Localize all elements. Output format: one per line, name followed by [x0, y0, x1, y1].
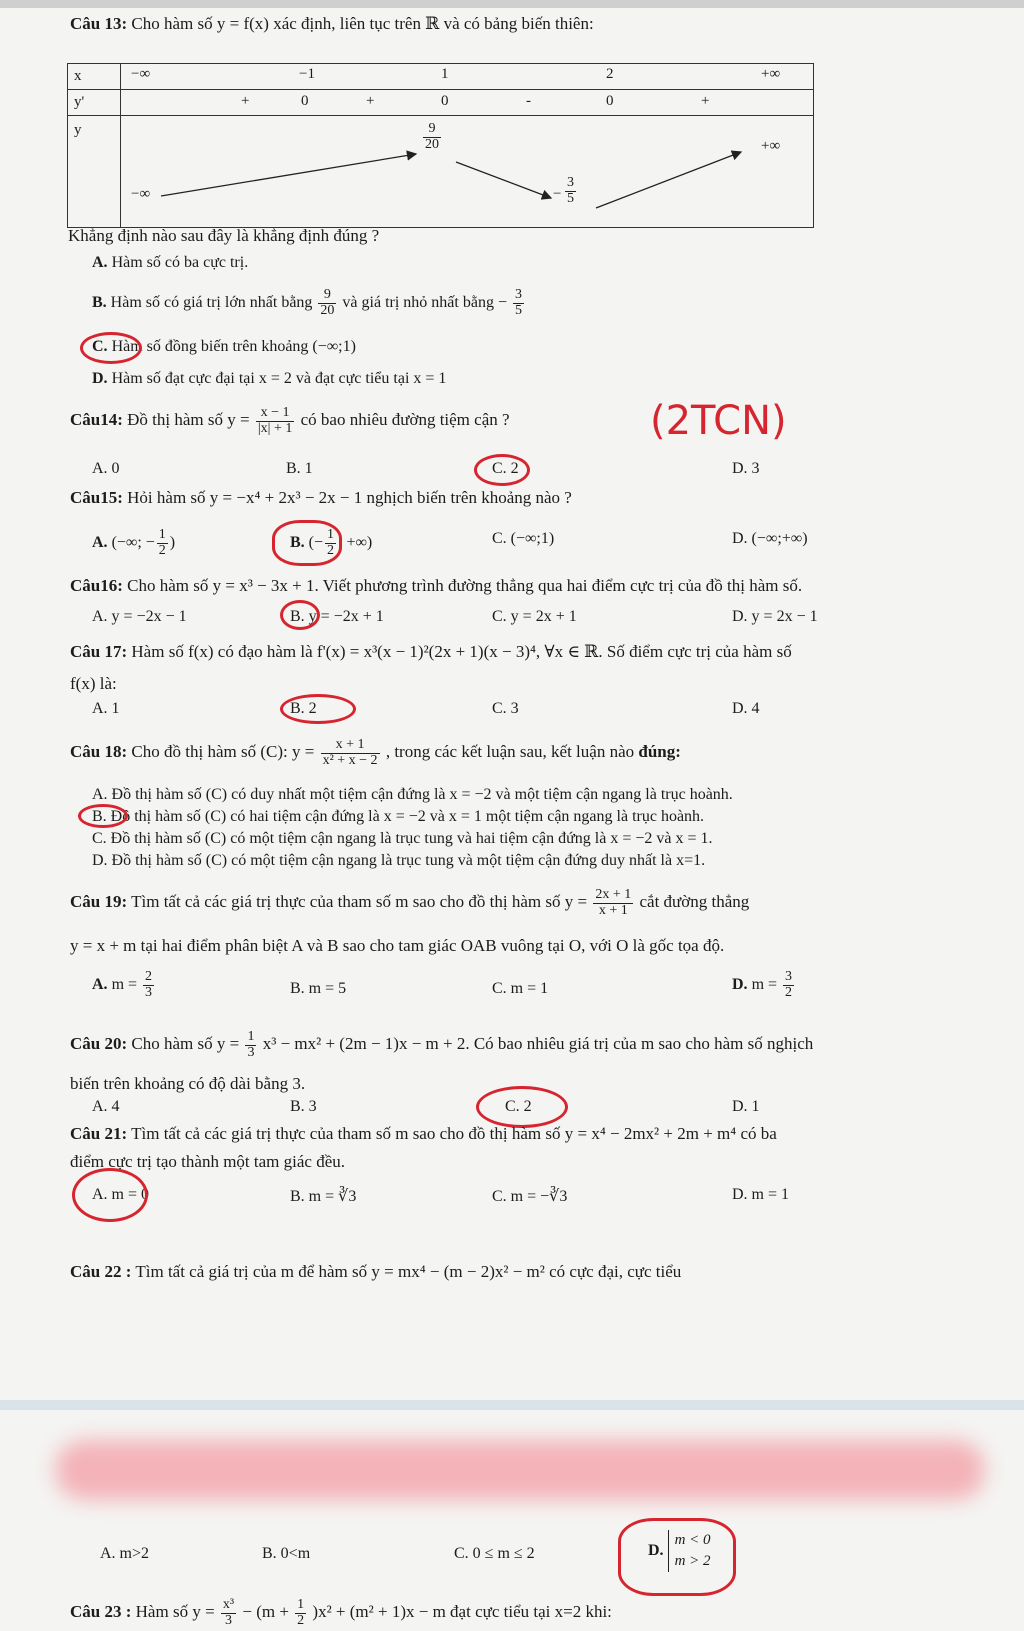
q14-option-b: B. 1	[286, 460, 313, 477]
denominator: 20	[320, 302, 335, 318]
x-minus-one: −1	[299, 66, 315, 82]
fraction	[245, 1030, 256, 1060]
q20-option-d: D. 1	[732, 1098, 760, 1115]
answer-circle	[280, 694, 356, 724]
option-text: (−∞; −	[111, 533, 155, 551]
zero: 0	[606, 93, 614, 109]
answer-circle	[618, 1518, 736, 1596]
question-text: Cho hàm số y =	[131, 1034, 240, 1054]
x-values	[121, 64, 814, 90]
handwritten-note: (2TCN)	[650, 398, 787, 444]
q21-option-b: B. m = ∛3	[290, 1188, 357, 1205]
fraction	[157, 528, 168, 558]
question-text: điểm cực trị tạo thành một tam giác đều.	[70, 1152, 345, 1171]
option-text: m =	[111, 975, 138, 993]
q20-option-c: C. 2	[505, 1098, 532, 1115]
y-min-sign: −	[553, 186, 562, 202]
x-one: 1	[441, 66, 449, 82]
denominator: 2	[158, 542, 166, 558]
question-14	[70, 406, 510, 436]
q19-option-d	[732, 970, 796, 1000]
option-label: B.	[92, 293, 107, 311]
numerator: 1	[247, 1029, 255, 1044]
numerator: x³	[222, 1597, 235, 1612]
numerator: 3	[567, 175, 574, 190]
denominator: |x| + 1	[257, 420, 293, 436]
question-label: Câu14:	[70, 410, 123, 430]
question-label: Câu 17:	[70, 642, 128, 661]
fraction	[221, 1598, 236, 1628]
numerator: 1	[158, 527, 166, 542]
option-label: D.	[732, 975, 748, 993]
question-label: Câu15:	[70, 488, 123, 507]
option-label: D.	[648, 1542, 664, 1559]
zero: 0	[301, 93, 309, 109]
zero: 0	[441, 93, 449, 109]
option-label: A.	[92, 254, 108, 271]
question-text: cắt đường thẳng	[639, 892, 750, 912]
q17-option-c: C. 3	[492, 700, 519, 717]
fraction	[321, 738, 380, 768]
denominator: 5	[567, 190, 574, 206]
q17-option-b: B. 2	[290, 700, 317, 717]
q20-option-b: B. 3	[290, 1098, 317, 1115]
redacted-area	[55, 1440, 985, 1500]
answer-circle	[474, 454, 530, 486]
q13-option-d	[92, 370, 446, 388]
numerator: x + 1	[321, 738, 380, 754]
question-text: có bao nhiêu đường tiệm cận ?	[300, 410, 510, 430]
screenshot-seam	[0, 1400, 1024, 1410]
sign: +	[241, 93, 250, 109]
y-max-fraction	[423, 122, 441, 152]
option-text: (−	[308, 533, 324, 551]
question-13	[70, 14, 594, 34]
answer-circle	[72, 1168, 148, 1222]
q14-option-a: A. 0	[92, 460, 120, 477]
question-text: Hàm số f(x) có đạo hàm là f'(x) = x³(x − 1)²(2x + 1)(x − 3)⁴, ∀x ∈ ℝ. Số điểm cực trị của hàm số	[131, 642, 792, 661]
q13-prompt: Khẳng định nào sau đây là khẳng định đúng ?	[68, 226, 380, 245]
q21-option-a: A. m = 0	[92, 1186, 150, 1203]
question-text: Tìm tất cả các giá trị thực của tham số m sao cho đồ thị hàm số y = x⁴ − 2mx² + 2m + m⁴ có ba	[131, 1124, 777, 1143]
question-text: Hàm số y =	[135, 1602, 215, 1622]
fraction	[295, 1598, 306, 1628]
case-line: m < 0	[674, 1532, 711, 1548]
question-text: Cho hàm số y = f(x) xác định, liên tục trên ℝ và có bảng biến thiên:	[131, 14, 594, 33]
numerator: 3	[785, 969, 793, 984]
question-text: f(x) là:	[70, 674, 117, 693]
sign: +	[366, 93, 375, 109]
question-23	[70, 1598, 612, 1628]
question-text: x³ − mx² + (2m − 1)x − m + 2. Có bao nhiêu giá trị của m sao cho hàm số nghịch	[262, 1034, 814, 1054]
q22-option-a: A. m>2	[100, 1545, 150, 1562]
question-label: Câu16:	[70, 576, 123, 595]
question-22	[70, 1262, 681, 1282]
question-text: Cho hàm số y = x³ − 3x + 1. Viết phương trình đường thẳng qua hai điểm cực trị của đồ thị hàm số.	[127, 576, 803, 595]
option-text: Hàm số đạt cực đại tại x = 2 và đạt cực tiểu tại x = 1	[111, 370, 447, 387]
option-label: A.	[92, 533, 108, 551]
option-text: Hàm số đồng biến trên khoảng (−∞;1)	[111, 338, 356, 355]
question-17	[70, 642, 792, 662]
option-text: Hàm số có giá trị lớn nhất bằng	[110, 293, 313, 311]
q13-option-b	[92, 288, 526, 318]
numerator: 3	[514, 287, 522, 302]
denominator: 2	[297, 1612, 305, 1628]
answer-circle	[476, 1086, 568, 1128]
question-text: biến trên khoảng có độ dài bằng 3.	[70, 1074, 306, 1093]
q18-option-a: A. Đồ thị hàm số (C) có duy nhất một tiệm cận đứng là x = −2 và một tiệm cận ngang là trục hoành.	[92, 786, 733, 803]
question-label: Câu 13:	[70, 14, 128, 33]
q18-option-b: B. Đồ thị hàm số (C) có hai tiệm cận đứng là x = −2 và x = 1 một tiệm cận ngang là trục hoành.	[92, 808, 705, 825]
q16-option-d: D. y = 2x − 1	[732, 608, 818, 625]
q19-option-a	[92, 970, 156, 1000]
question-text: , trong các kết luận sau, kết luận nào	[385, 742, 635, 762]
sign: -	[526, 93, 531, 109]
question-label: Câu 23 :	[70, 1602, 132, 1622]
question-18	[70, 738, 681, 768]
q16-option-c: C. y = 2x + 1	[492, 608, 577, 625]
variation-arrows	[121, 116, 821, 228]
option-label: C.	[92, 338, 108, 355]
answer-circle	[78, 804, 128, 828]
y-pos-inf: +∞	[761, 138, 781, 154]
question-label: Câu 22 :	[70, 1262, 132, 1281]
answer-circle	[80, 332, 142, 364]
q19-option-b: B. m = 5	[290, 980, 347, 997]
question-15	[70, 488, 572, 508]
q17-option-a: A. 1	[92, 700, 120, 717]
q21-option-c: C. m = −∛3	[492, 1188, 568, 1205]
option-label: B.	[290, 533, 305, 551]
q22-option-c: C. 0 ≤ m ≤ 2	[454, 1545, 535, 1562]
option-text: ; +∞)	[338, 533, 373, 551]
numerator: x − 1	[256, 406, 295, 422]
x-label: x	[68, 64, 121, 90]
question-text: )x² + (m² + 1)x − m đạt cực tiểu tại x=2 khi:	[312, 1602, 612, 1622]
q17-option-d: D. 4	[732, 700, 760, 717]
q15-option-c: C. (−∞;1)	[492, 530, 555, 547]
answer-circle	[280, 600, 320, 630]
numerator: 1	[297, 1597, 305, 1612]
denominator: 3	[145, 984, 153, 1000]
question-19	[70, 888, 749, 918]
q20-option-a: A. 4	[92, 1098, 120, 1115]
fraction	[783, 970, 794, 1000]
question-text: đúng:	[638, 742, 681, 762]
option-text: và giá trị nhỏ nhất bằng −	[342, 293, 507, 311]
question-label: Câu 18:	[70, 742, 128, 762]
numerator: 9	[423, 122, 441, 138]
option-text: )	[169, 533, 176, 551]
sign: +	[701, 93, 710, 109]
option-label: D.	[92, 370, 108, 387]
denominator: 20	[425, 136, 439, 152]
q19-option-c: C. m = 1	[492, 980, 549, 997]
question-text: Cho đồ thị hàm số (C): y =	[131, 742, 315, 762]
option-text: Hàm số có ba cực trị.	[111, 254, 249, 271]
question-text: Đồ thị hàm số y =	[127, 410, 250, 430]
option-text: m =	[751, 975, 778, 993]
q15-option-d: D. (−∞;+∞)	[732, 530, 808, 547]
question-16	[70, 576, 802, 596]
denominator: x + 1	[598, 902, 628, 918]
question-label: Câu 21:	[70, 1124, 128, 1143]
q18-option-d: D. Đồ thị hàm số (C) có một tiệm cận ngang là trục tung và một tiệm cận đứng duy nhất là x=1.	[92, 852, 706, 869]
q22-option-b: B. 0<m	[262, 1545, 311, 1562]
q15-option-a	[92, 528, 175, 558]
y-label: y	[68, 116, 121, 228]
y-values	[121, 116, 814, 228]
fraction	[256, 406, 295, 436]
question-text: Tìm tất cả giá trị của m để hàm số y = mx⁴ − (m − 2)x² − m² có cực đại, cực tiểu	[135, 1262, 682, 1281]
q16-option-b: B. y = −2x + 1	[290, 608, 384, 625]
top-edge	[0, 0, 1024, 8]
variation-table	[67, 63, 814, 228]
x-pos-inf: +∞	[761, 66, 781, 82]
q16-option-a: A. y = −2x − 1	[92, 608, 187, 625]
numerator: 2	[145, 969, 153, 984]
q14-option-d: D. 3	[732, 460, 760, 477]
denominator: 5	[514, 302, 522, 318]
question-text: y = x + m tại hai điểm phân biệt A và B sao cho tam giác OAB vuông tại O, với O là gốc tọa độ.	[70, 936, 725, 955]
y-min-fraction	[565, 176, 576, 206]
y-neg-inf: −∞	[131, 186, 151, 202]
yprime-label: y'	[68, 90, 121, 116]
question-text: Tìm tất cả các giá trị thực của tham số m sao cho đồ thị hàm số y =	[131, 892, 588, 912]
q13-option-a	[92, 254, 248, 272]
fraction	[318, 288, 336, 318]
question-text: − (m +	[242, 1602, 289, 1622]
q21-option-d: D. m = 1	[732, 1186, 790, 1203]
numerator: 1	[327, 527, 335, 542]
denominator: 2	[785, 984, 793, 1000]
denominator: 2	[327, 542, 335, 558]
denominator: 3	[225, 1612, 232, 1628]
x-two: 2	[606, 66, 614, 82]
fraction	[143, 970, 154, 1000]
x-neg-inf: −∞	[131, 66, 151, 82]
q18-option-c: C. Đồ thị hàm số (C) có một tiệm cận ngang là trục tung và hai tiệm cận đứng là x = −2 và x = 1.	[92, 830, 713, 847]
numerator: 2x + 1	[595, 887, 632, 902]
q14-option-c: C. 2	[492, 460, 519, 477]
answer-circle	[272, 520, 342, 566]
case-line: m > 2	[674, 1553, 711, 1569]
question-label: Câu 20:	[70, 1034, 128, 1054]
fraction	[593, 888, 633, 918]
question-21	[70, 1124, 777, 1144]
question-text: Hỏi hàm số y = −x⁴ + 2x³ − 2x − 1 nghịch biến trên khoảng nào ?	[127, 488, 572, 507]
question-20	[70, 1030, 813, 1060]
fraction	[513, 288, 524, 318]
numerator: 9	[318, 288, 336, 304]
option-label: A.	[92, 975, 108, 993]
denominator: x² + x − 2	[322, 752, 378, 768]
question-label: Câu 19:	[70, 892, 128, 912]
yprime-values	[121, 90, 814, 116]
denominator: 3	[247, 1044, 255, 1060]
